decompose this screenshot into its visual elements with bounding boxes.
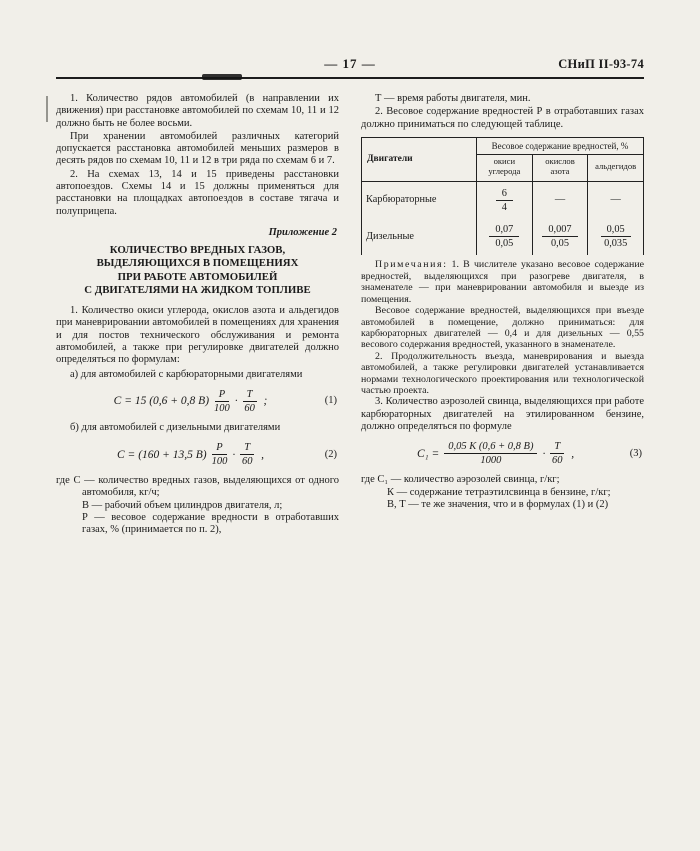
equation-number: (3) [629, 447, 642, 459]
table-cell [477, 218, 533, 255]
row-label: Дизельные [362, 218, 477, 255]
ink-smudge [202, 74, 242, 80]
formula-2 [56, 442, 337, 468]
fraction-numerator: P [212, 442, 226, 455]
dash-value: — [554, 194, 566, 206]
fraction [496, 188, 513, 213]
table-header-group: Весовое содержание вредностей, % [477, 137, 644, 155]
heading-line: ВЫДЕЛЯЮЩИХСЯ В ПОМЕЩЕНИЯХ [96, 257, 299, 270]
list-item-a: а) для автомобилей с карбюраторными двигателями [70, 368, 303, 380]
formula-lhs: С₁ = [416, 447, 440, 460]
note-text: 1. В числителе указано весовое содержание вредностей, выделяющихся при разогреве двигателя, в знаменателе — при маневрировании автомобиля и выезде из помещения. [361, 259, 644, 305]
fraction [240, 442, 254, 467]
heading-line: ПРИ РАБОТЕ АВТОМОБИЛЕЙ [117, 270, 278, 283]
table-subheader-co: окиси углерода [477, 155, 533, 182]
fraction-denominator: 4 [501, 201, 507, 213]
table-cell [588, 218, 644, 255]
definitions-list [56, 475, 339, 536]
equation-number: (2) [324, 448, 337, 460]
table-cell [477, 181, 533, 218]
left-column [56, 93, 339, 537]
table-cell [532, 181, 588, 218]
paragraph: Т — время работы двигателя, мин. [375, 93, 531, 104]
right-column [361, 93, 644, 537]
fraction [444, 441, 537, 466]
paragraph: 2. На схемах 13, 14 и 15 приведены расстановки автопоездов. Схемы 14 и 15 должны применяться для расстановки на площадках автопоездов в составе тягача и полуприцепа. [56, 168, 339, 217]
table-cell [532, 218, 588, 255]
definition-item: В, Т — те же значения, что и в формулах (1) и (2) [387, 498, 609, 510]
doc-code: СНиП II-93-74 [558, 57, 644, 71]
fraction-denominator: 60 [552, 455, 563, 467]
table-row [362, 181, 644, 218]
fraction-numerator: T [243, 389, 257, 402]
fraction-denominator: 0,035 [604, 238, 628, 250]
page-number: — 17 — [324, 56, 376, 71]
two-column-layout [56, 93, 644, 537]
definition-item: В — рабочий объем цилиндров двигателя, л; [82, 499, 283, 511]
table-header-engines: Двигатели [362, 137, 477, 181]
multiply-dot: · [232, 448, 236, 461]
fraction-numerator: T [550, 441, 564, 454]
multiply-dot: · [542, 447, 546, 460]
fraction-numerator: 0,05 К (0,6 + 0,8 В) [444, 441, 537, 454]
fraction-denominator: 60 [244, 402, 255, 414]
fraction [212, 442, 228, 467]
formula-1 [56, 388, 337, 414]
fraction [601, 224, 631, 249]
table-subheader-aldehydes: альдегидов [588, 155, 644, 182]
fraction [489, 224, 519, 249]
list-item-b: б) для автомобилей с дизельными двигателями [70, 421, 281, 433]
fraction [550, 441, 564, 466]
fraction-denominator: 60 [241, 456, 253, 468]
fraction-denominator: 100 [214, 402, 230, 414]
fraction-numerator: 6 [496, 188, 513, 201]
formula-3 [361, 441, 642, 467]
fraction [542, 224, 577, 249]
section-heading [66, 244, 329, 297]
paragraph: 2. Весовое содержание вредностей Р в отработавших газах должно приниматься по следующей таблице. [361, 106, 644, 130]
fraction [214, 389, 230, 414]
formula-punctuation: , [261, 448, 264, 461]
fraction-denominator: 100 [211, 456, 228, 468]
formula-lhs: С = (160 + 13,5 В) [117, 448, 207, 461]
table-cell [588, 181, 644, 218]
definition-item: где С₁ — количество аэрозолей свинца, г/кг; [361, 474, 560, 486]
paragraph: При хранении автомобилей различных категорий допускается расстановка автомобилей меньших размеров в десять рядов по схемам 10, 11 и 12 в три ряда по схемам 6 и 7. [56, 130, 339, 167]
heading-line: КОЛИЧЕСТВО ВРЕДНЫХ ГАЗОВ, [109, 244, 286, 257]
table-subheader-nox: окислов азота [532, 155, 588, 182]
multiply-dot: · [234, 395, 238, 408]
scan-margin-mark [46, 96, 48, 122]
fraction [243, 389, 257, 414]
appendix-label: Приложение 2 [268, 226, 337, 238]
definition-item: К — содержание тетраэтилсвинца в бензине, г/кг; [387, 486, 611, 498]
header-rule [56, 77, 644, 79]
paragraph: 3. Количество аэрозолей свинца, выделяющихся при работе карбюраторных двигателей на этилированном бензине, должно определяться по формуле [361, 396, 644, 432]
paragraph: 1. Количество окиси углерода, окислов азота и альдегидов при маневрировании автомобилей в помещениях для хранения и для постов технического обслуживания и ремонта автомобилей, а также при регулировке двигателей должно определяться по формулам: [56, 305, 339, 366]
fraction-numerator: 0,007 [542, 224, 577, 237]
formula-punctuation: ; [263, 395, 268, 408]
fraction-denominator: 0,05 [550, 238, 569, 250]
note-paragraph: Весовое содержание вредностей, выделяющихся при въезде автомобилей в помещение, должно приниматься: для карбюраторных двигателей — 0,4 и для дизельных — 0,55 весового содержания вредностей, указанного в знаменателе. [361, 305, 644, 351]
definition-item: Р — весовое содержание вредности в отработавших газах, % (принимается по п. 2), [82, 512, 339, 536]
page-header [56, 56, 644, 72]
equation-number: (1) [324, 395, 337, 407]
formula-punctuation: , [571, 447, 575, 460]
dash-value: — [610, 194, 621, 206]
fraction-numerator: P [215, 389, 229, 402]
definitions-list [361, 474, 644, 511]
definition-item: где С — количество вредных газов, выделяющихся от одного автомобиля, кг/ч; [56, 475, 339, 499]
row-label: Карбюраторные [362, 181, 477, 218]
emissions-table [361, 137, 644, 256]
heading-line: С ДВИГАТЕЛЯМИ НА ЖИДКОМ ТОПЛИВЕ [84, 283, 311, 296]
note-paragraph: 2. Продолжительность въезда, маневрирования и выезда автомобилей, а также регулировки двигателей устанавливается нормами технологического проектирования или технологической частью проекта. [361, 350, 644, 396]
paragraph: 1. Количество рядов автомобилей (в направлении их движения) при расстановке автомобилей по схемам 10, 11 и 12 должно быть не более восьми. [56, 93, 339, 129]
fraction-numerator: 0,07 [489, 224, 519, 237]
formula-lhs: С = 15 (0,6 + 0,8 В) [113, 395, 210, 408]
table-row [362, 218, 644, 255]
fraction-numerator: T [240, 442, 254, 455]
fraction-numerator: 0,05 [601, 224, 631, 237]
notes-label: Примечания: [375, 259, 448, 271]
note-paragraph [361, 259, 644, 305]
fraction-denominator: 0,05 [495, 238, 514, 250]
fraction-denominator: 1000 [480, 455, 502, 467]
